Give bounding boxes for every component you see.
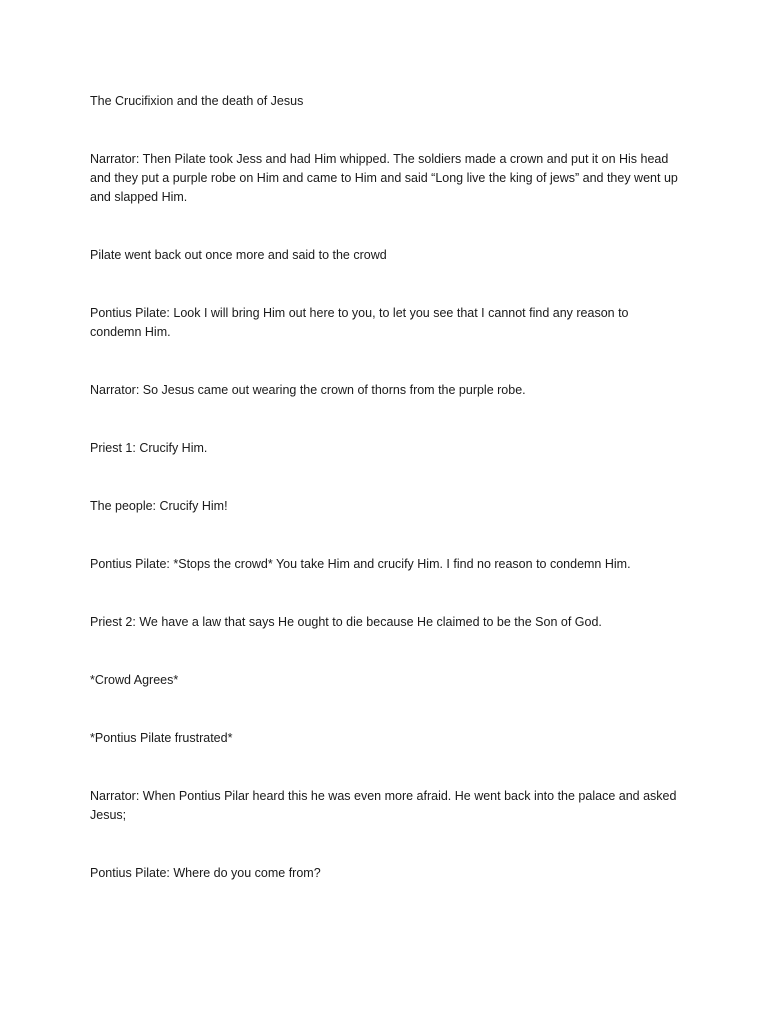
document-title: The Crucifixion and the death of Jesus	[90, 94, 304, 108]
paragraph-pilate-frustrated: *Pontius Pilate frustrated*	[90, 731, 233, 745]
paragraph-narrator-3: Narrator: When Pontius Pilar heard this he was even more afraid. He went back into the palace and asked Jesus;	[90, 789, 677, 822]
paragraph-narrator-1: Narrator: Then Pilate took Jess and had Him whipped. The soldiers made a crown and put it on His head and they put a purple robe on Him and came to Him and said “Long live the king of jews” and they went up and slapped Him.	[90, 152, 678, 204]
paragraph-priest-2: Priest 2: We have a law that says He ought to die because He claimed to be the Son of God.	[90, 615, 602, 629]
paragraph-pilate-went-back: Pilate went back out once more and said to the crowd	[90, 248, 387, 262]
paragraph-pilate-stops: Pontius Pilate: *Stops the crowd* You take Him and crucify Him. I find no reason to condemn Him.	[90, 557, 631, 571]
paragraph-priest-1: Priest 1: Crucify Him.	[90, 441, 208, 455]
document-body	[90, 92, 680, 883]
paragraph-crowd-agrees: *Crowd Agrees*	[90, 673, 179, 687]
paragraph-pilate-where: Pontius Pilate: Where do you come from?	[90, 866, 321, 880]
paragraph-people: The people: Crucify Him!	[90, 499, 228, 513]
paragraph-narrator-2: Narrator: So Jesus came out wearing the crown of thorns from the purple robe.	[90, 383, 526, 397]
paragraph-pilate-look: Pontius Pilate: Look I will bring Him out here to you, to let you see that I cannot find any reason to condemn Him.	[90, 306, 629, 339]
